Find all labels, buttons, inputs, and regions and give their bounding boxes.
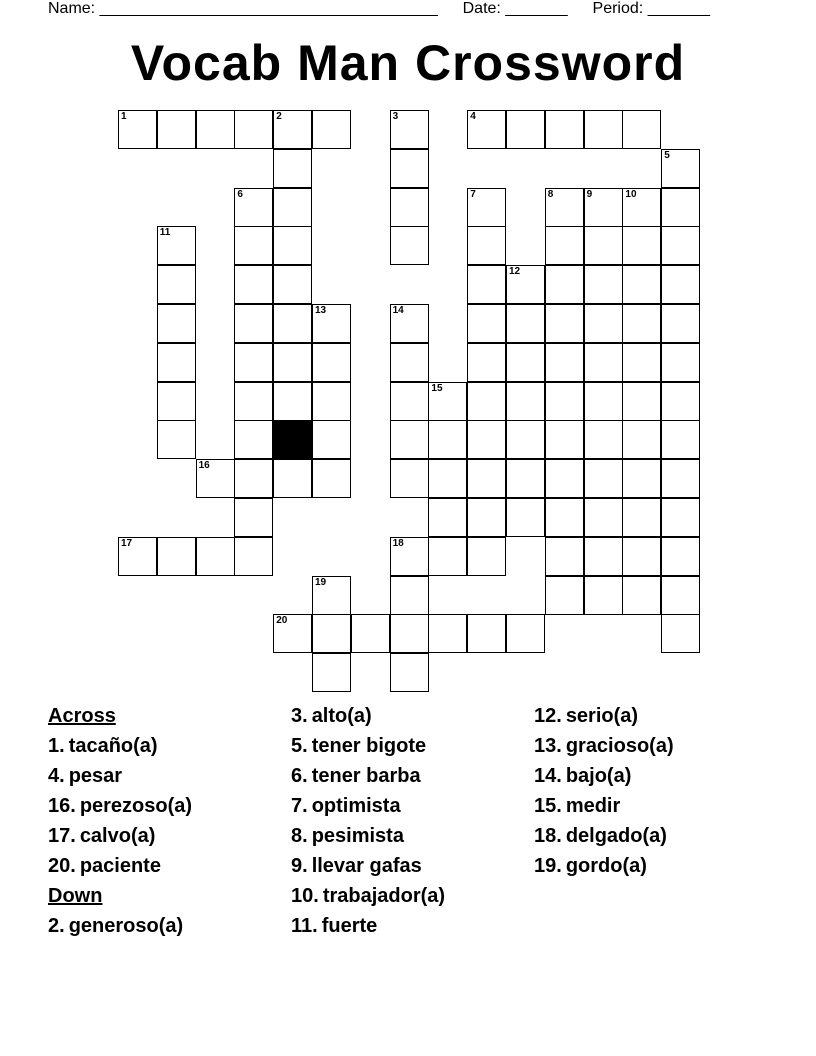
crossword-cell[interactable]	[428, 382, 467, 421]
black-square	[273, 420, 312, 459]
crossword-cell[interactable]	[312, 653, 351, 692]
clue-item	[534, 731, 674, 761]
clue-item-text: fuerte	[321, 915, 378, 937]
crossword-cell[interactable]	[506, 343, 545, 382]
crossword-cell[interactable]	[584, 576, 623, 615]
crossword-cell[interactable]	[467, 343, 506, 382]
crossword-cell[interactable]	[467, 420, 506, 459]
crossword-cell[interactable]	[196, 110, 235, 149]
crossword-cell[interactable]	[157, 226, 196, 265]
clue-item-number: 17.	[48, 825, 76, 847]
crossword-cell[interactable]	[506, 265, 545, 304]
crossword-cell[interactable]	[234, 226, 273, 265]
crossword-cell[interactable]	[312, 304, 351, 343]
clue-item	[291, 761, 445, 791]
clue-item-number: 20.	[48, 855, 76, 877]
crossword-cell[interactable]	[545, 420, 584, 459]
crossword-cell[interactable]	[622, 304, 661, 343]
clue-item-text: perezoso(a)	[79, 795, 193, 817]
crossword-cell[interactable]	[390, 653, 429, 692]
clue-item	[534, 851, 674, 881]
crossword-cell[interactable]	[545, 382, 584, 421]
period-blank[interactable]: _______	[647, 0, 710, 17]
clue-item-text: optimista	[311, 795, 401, 817]
clue-item	[291, 851, 445, 881]
crossword-cell[interactable]	[506, 304, 545, 343]
clue-number: 13	[315, 305, 327, 316]
crossword-cell[interactable]	[351, 614, 390, 653]
date-label: Date:	[462, 0, 501, 17]
crossword-cell[interactable]	[622, 498, 661, 537]
clue-item-text: bajo(a)	[565, 765, 632, 787]
crossword-cell[interactable]	[661, 498, 700, 537]
crossword-cell[interactable]	[157, 343, 196, 382]
crossword-cell[interactable]	[545, 110, 584, 149]
crossword-cell[interactable]	[196, 459, 235, 498]
clue-column-1	[48, 701, 192, 941]
crossword-cell[interactable]	[661, 226, 700, 265]
crossword-cell[interactable]	[467, 498, 506, 537]
crossword-cell[interactable]	[545, 343, 584, 382]
crossword-cell[interactable]	[390, 382, 429, 421]
clue-item-number: 7.	[291, 795, 308, 817]
clue-number: 10	[625, 188, 637, 200]
clue-item-text: delgado(a)	[565, 825, 667, 847]
crossword-cell[interactable]	[390, 420, 429, 459]
clue-item	[291, 821, 445, 851]
crossword-cell[interactable]	[545, 576, 584, 615]
crossword-cell[interactable]	[390, 343, 429, 382]
crossword-cell[interactable]	[661, 188, 700, 227]
crossword-cell[interactable]	[661, 576, 700, 615]
clue-item	[291, 911, 445, 941]
clue-item-text: generoso(a)	[68, 915, 184, 937]
crossword-cell[interactable]	[506, 498, 545, 537]
clue-number: 9	[586, 188, 593, 200]
clue-item-text: tacaño(a)	[68, 735, 158, 757]
crossword-cell[interactable]	[428, 614, 467, 653]
crossword-cell[interactable]	[467, 110, 506, 149]
crossword-cell[interactable]	[312, 382, 351, 421]
crossword-cell[interactable]	[312, 343, 351, 382]
crossword-cell[interactable]	[390, 149, 429, 188]
clue-number: 17	[121, 537, 133, 549]
crossword-cell[interactable]	[273, 459, 312, 498]
clue-item-number: 12.	[534, 705, 562, 727]
clue-item-text: paciente	[79, 855, 161, 877]
crossword-cell[interactable]	[622, 576, 661, 615]
crossword-cell[interactable]	[390, 188, 429, 227]
clue-item	[534, 761, 674, 791]
crossword-cell[interactable]	[467, 188, 506, 227]
clue-item	[534, 791, 674, 821]
crossword-cell[interactable]	[661, 304, 700, 343]
crossword-cell[interactable]	[312, 110, 351, 149]
crossword-cell[interactable]	[622, 188, 661, 227]
crossword-cell[interactable]	[622, 537, 661, 576]
clue-item	[291, 881, 445, 911]
clue-column-2	[291, 701, 445, 941]
period-label: Period:	[592, 0, 644, 17]
crossword-cell[interactable]	[273, 149, 312, 188]
clue-number: 12	[509, 266, 521, 278]
crossword-cell[interactable]	[545, 226, 584, 265]
crossword-cell[interactable]	[157, 537, 196, 576]
crossword-cell[interactable]	[428, 459, 467, 498]
crossword-cell[interactable]	[196, 537, 235, 576]
crossword-cell[interactable]	[118, 537, 157, 576]
crossword-cell[interactable]	[390, 110, 429, 149]
clue-number: 4	[470, 111, 476, 122]
clue-number: 6	[237, 188, 243, 200]
crossword-cell[interactable]	[390, 576, 429, 615]
clue-column-3	[534, 701, 674, 881]
crossword-cell[interactable]	[506, 382, 545, 421]
clue-item-number: 10.	[291, 885, 319, 907]
clue-item-number: 14.	[534, 765, 562, 787]
crossword-cell[interactable]	[467, 537, 506, 576]
crossword-cell[interactable]	[390, 304, 429, 343]
crossword-cell[interactable]	[622, 265, 661, 304]
clue-number: 11	[159, 227, 171, 239]
crossword-cell[interactable]	[312, 576, 351, 615]
clue-item-text: pesimista	[311, 825, 404, 847]
clue-item-number: 8.	[291, 825, 308, 847]
clue-item-text: calvo(a)	[79, 825, 156, 847]
clue-item-text: tener bigote	[311, 735, 427, 757]
clue-number: 15	[431, 382, 443, 394]
clue-number: 8	[547, 188, 554, 200]
crossword-cell[interactable]	[234, 459, 273, 498]
crossword-cell[interactable]	[273, 265, 312, 304]
clue-item-number: 6.	[291, 765, 308, 787]
crossword-cell[interactable]	[622, 459, 661, 498]
crossword-cell[interactable]	[622, 226, 661, 265]
clue-heading: Across	[48, 705, 116, 727]
crossword-cell[interactable]	[312, 420, 351, 459]
crossword-cell[interactable]	[467, 382, 506, 421]
crossword-cell[interactable]	[584, 382, 623, 421]
crossword-cell[interactable]	[428, 420, 467, 459]
crossword-cell[interactable]	[545, 265, 584, 304]
clue-item-text: alto(a)	[311, 705, 372, 727]
crossword-cell[interactable]	[661, 537, 700, 576]
clue-item	[48, 761, 192, 791]
crossword-cell[interactable]	[157, 265, 196, 304]
crossword-cell[interactable]	[467, 226, 506, 265]
clue-item-number: 19.	[534, 855, 562, 877]
clue-item-number: 1.	[48, 735, 65, 757]
crossword-cell[interactable]	[273, 614, 312, 653]
crossword-cell[interactable]	[467, 459, 506, 498]
crossword-cell[interactable]	[273, 343, 312, 382]
clue-item-number: 4.	[48, 765, 65, 787]
crossword-cell[interactable]	[390, 226, 429, 265]
clue-number: 5	[664, 149, 670, 161]
crossword-cell[interactable]	[234, 537, 273, 576]
crossword-cell[interactable]	[622, 382, 661, 421]
clue-item-number: 11.	[291, 915, 318, 937]
crossword-cell[interactable]	[273, 382, 312, 421]
clue-item-number: 9.	[291, 855, 308, 877]
crossword-cell[interactable]	[312, 614, 351, 653]
crossword-cell[interactable]	[661, 614, 700, 653]
clue-number: 2	[276, 111, 282, 122]
clue-number: 3	[392, 111, 399, 122]
clue-item-number: 2.	[48, 915, 65, 937]
clue-item	[48, 791, 192, 821]
crossword-cell[interactable]	[506, 459, 545, 498]
crossword-cell[interactable]	[661, 420, 700, 459]
crossword-cell[interactable]	[545, 459, 584, 498]
crossword-cell[interactable]	[428, 498, 467, 537]
clue-number: 18	[392, 537, 404, 549]
clue-item	[48, 911, 192, 941]
crossword-cell[interactable]	[584, 226, 623, 265]
clue-item-text: tener barba	[311, 765, 421, 787]
crossword-cell[interactable]	[467, 265, 506, 304]
crossword-cell[interactable]	[467, 614, 506, 653]
crossword-cell[interactable]	[584, 304, 623, 343]
clue-item	[291, 791, 445, 821]
page-title: Vocab Man Crossword	[130, 35, 686, 91]
clue-number: 14	[392, 305, 404, 316]
crossword-cell[interactable]	[157, 110, 196, 149]
clue-item	[534, 701, 674, 731]
clue-item-text: llevar gafas	[311, 855, 422, 877]
clue-item	[534, 821, 674, 851]
crossword-cell[interactable]	[234, 343, 273, 382]
clue-item-number: 18.	[534, 825, 562, 847]
crossword-cell[interactable]	[661, 265, 700, 304]
crossword-cell[interactable]	[584, 459, 623, 498]
crossword-cell[interactable]	[467, 304, 506, 343]
crossword-cell[interactable]	[584, 420, 623, 459]
date-blank[interactable]: _______	[505, 0, 568, 17]
crossword-cell[interactable]	[622, 110, 661, 149]
crossword-cell[interactable]	[273, 188, 312, 227]
crossword-cell[interactable]	[234, 420, 273, 459]
crossword-cell[interactable]	[234, 188, 273, 227]
crossword-cell[interactable]	[390, 537, 429, 576]
crossword-cell[interactable]	[157, 304, 196, 343]
crossword-cell[interactable]	[661, 382, 700, 421]
clue-number: 16	[198, 460, 210, 472]
clue-item	[48, 731, 192, 761]
name-label: Name:	[48, 0, 96, 17]
crossword-cell[interactable]	[390, 459, 429, 498]
clue-item	[291, 701, 445, 731]
clue-heading: Down	[48, 885, 103, 907]
clue-item-number: 13.	[534, 735, 562, 757]
crossword-cell[interactable]	[545, 188, 584, 227]
clue-item-number: 3.	[291, 705, 308, 727]
crossword-cell[interactable]	[584, 188, 623, 227]
clue-item	[291, 731, 445, 761]
crossword-cell[interactable]	[506, 614, 545, 653]
crossword-cell[interactable]	[584, 265, 623, 304]
crossword-cell[interactable]	[622, 343, 661, 382]
crossword-cell[interactable]	[545, 304, 584, 343]
clue-item	[48, 821, 192, 851]
crossword-cell[interactable]	[545, 498, 584, 537]
crossword-cell[interactable]	[234, 110, 273, 149]
crossword-cell[interactable]	[506, 110, 545, 149]
crossword-cell[interactable]	[234, 304, 273, 343]
crossword-cell[interactable]	[584, 498, 623, 537]
crossword-cell[interactable]	[118, 110, 157, 149]
crossword-cell[interactable]	[273, 226, 312, 265]
crossword-cell[interactable]	[545, 537, 584, 576]
crossword-cell[interactable]	[506, 420, 545, 459]
clue-number: 19	[315, 576, 327, 588]
clue-item-text: trabajador(a)	[322, 885, 446, 907]
clue-item-number: 15.	[534, 795, 562, 817]
crossword-cell[interactable]	[584, 343, 623, 382]
crossword-cell[interactable]	[157, 382, 196, 421]
crossword-cell[interactable]	[661, 149, 700, 188]
crossword-cell[interactable]	[273, 304, 312, 343]
crossword-cell[interactable]	[661, 459, 700, 498]
crossword-cell[interactable]	[584, 110, 623, 149]
clue-item-text: gracioso(a)	[565, 735, 674, 757]
crossword-cell[interactable]	[584, 537, 623, 576]
clue-item-number: 5.	[291, 735, 308, 757]
crossword-cell[interactable]	[234, 265, 273, 304]
crossword-cell[interactable]	[312, 459, 351, 498]
crossword-cell[interactable]	[234, 382, 273, 421]
crossword-cell[interactable]	[157, 420, 196, 459]
clue-number: 7	[470, 188, 476, 200]
clue-number: 20	[276, 615, 288, 627]
clue-item-number: 16.	[48, 795, 76, 817]
crossword-cell[interactable]	[622, 420, 661, 459]
name-blank[interactable]: ______________________________________	[99, 0, 438, 17]
crossword-cell[interactable]	[234, 498, 273, 537]
crossword-cell[interactable]	[661, 343, 700, 382]
clue-number: 1	[121, 111, 127, 122]
clue-item	[48, 851, 192, 881]
clue-item-text: serio(a)	[565, 705, 639, 727]
crossword-cell[interactable]	[273, 110, 312, 149]
clue-item-text: pesar	[68, 765, 123, 787]
clue-item-text: medir	[565, 795, 621, 817]
crossword-cell[interactable]	[390, 614, 429, 653]
crossword-cell[interactable]	[428, 537, 467, 576]
clue-item-text: gordo(a)	[565, 855, 647, 877]
